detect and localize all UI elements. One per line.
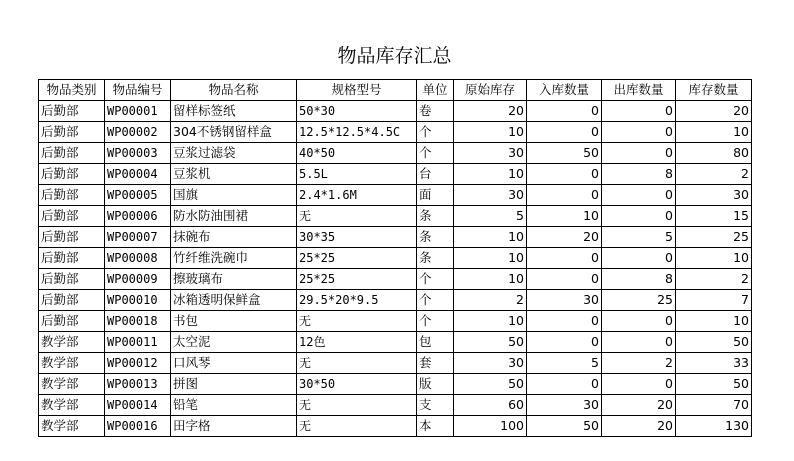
category-cell[interactable]: 后勤部 (39, 311, 105, 332)
stock-in-cell[interactable]: 0 (527, 374, 602, 395)
item-id-cell[interactable]: WP00011 (105, 332, 171, 353)
stock-out-cell[interactable]: 0 (602, 101, 676, 122)
spec-cell[interactable]: 40*50 (297, 143, 417, 164)
item-id-cell[interactable]: WP00014 (105, 395, 171, 416)
stock-qty-cell[interactable]: 30 (676, 185, 752, 206)
item-id-cell[interactable]: WP00001 (105, 101, 171, 122)
table-row (39, 185, 752, 206)
spec-cell[interactable]: 30*50 (297, 374, 417, 395)
unit-cell[interactable]: 台 (417, 164, 454, 185)
category-cell[interactable]: 后勤部 (39, 248, 105, 269)
category-cell[interactable]: 后勤部 (39, 143, 105, 164)
stock-qty-cell[interactable]: 70 (676, 395, 752, 416)
stock-in-cell[interactable]: 0 (527, 332, 602, 353)
stock-qty-cell[interactable]: 10 (676, 122, 752, 143)
table-row (39, 374, 752, 395)
stock-qty-cell[interactable]: 2 (676, 269, 752, 290)
stock-out-cell[interactable]: 0 (602, 374, 676, 395)
unit-cell[interactable]: 个 (417, 269, 454, 290)
item-name-cell[interactable]: 国旗 (171, 185, 297, 206)
item-name-cell[interactable]: 拼图 (171, 374, 297, 395)
stock-out-cell[interactable]: 8 (602, 269, 676, 290)
item-id-cell[interactable]: WP00007 (105, 227, 171, 248)
table-row (39, 101, 752, 122)
stock-qty-cell[interactable]: 33 (676, 353, 752, 374)
column-header-stock-in[interactable]: 入库数量 (527, 80, 602, 101)
column-header-item-id[interactable]: 物品编号 (105, 80, 171, 101)
item-name-cell[interactable]: 田字格 (171, 416, 297, 437)
spec-cell[interactable]: 无 (297, 395, 417, 416)
spec-cell[interactable]: 25*25 (297, 248, 417, 269)
item-name-cell[interactable]: 太空泥 (171, 332, 297, 353)
item-id-cell[interactable]: WP00008 (105, 248, 171, 269)
stock-out-cell[interactable]: 2 (602, 353, 676, 374)
stock-qty-cell[interactable]: 10 (676, 311, 752, 332)
category-cell[interactable]: 后勤部 (39, 206, 105, 227)
item-name-cell[interactable]: 豆浆机 (171, 164, 297, 185)
stock-out-cell[interactable]: 5 (602, 227, 676, 248)
stock-qty-cell[interactable]: 25 (676, 227, 752, 248)
unit-cell[interactable]: 个 (417, 143, 454, 164)
table-row (39, 353, 752, 374)
table-row (39, 395, 752, 416)
table-row (39, 332, 752, 353)
initial-stock-cell[interactable]: 60 (454, 395, 527, 416)
column-header-spec[interactable]: 规格型号 (297, 80, 417, 101)
item-id-cell[interactable]: WP00006 (105, 206, 171, 227)
item-name-cell[interactable]: 擦玻璃布 (171, 269, 297, 290)
unit-cell[interactable]: 条 (417, 248, 454, 269)
stock-out-cell[interactable]: 0 (602, 248, 676, 269)
item-name-cell[interactable]: 豆浆过滤袋 (171, 143, 297, 164)
stock-qty-cell[interactable]: 50 (676, 374, 752, 395)
stock-in-cell[interactable]: 5 (527, 353, 602, 374)
stock-out-cell[interactable]: 0 (602, 185, 676, 206)
table-row (39, 227, 752, 248)
initial-stock-cell[interactable]: 100 (454, 416, 527, 437)
stock-qty-cell[interactable]: 80 (676, 143, 752, 164)
item-name-cell[interactable]: 留样标签纸 (171, 101, 297, 122)
column-header-initial-stock[interactable]: 原始库存 (454, 80, 527, 101)
unit-cell[interactable]: 版 (417, 374, 454, 395)
stock-out-cell[interactable]: 8 (602, 164, 676, 185)
category-cell[interactable]: 教学部 (39, 416, 105, 437)
spec-cell[interactable]: 无 (297, 206, 417, 227)
item-id-cell[interactable]: WP00016 (105, 416, 171, 437)
spec-cell[interactable]: 29.5*20*9.5 (297, 290, 417, 311)
category-cell[interactable]: 后勤部 (39, 122, 105, 143)
category-cell[interactable]: 教学部 (39, 395, 105, 416)
table-row (39, 122, 752, 143)
unit-cell[interactable]: 本 (417, 416, 454, 437)
stock-out-cell[interactable]: 0 (602, 122, 676, 143)
stock-qty-cell[interactable]: 130 (676, 416, 752, 437)
table-row (39, 206, 752, 227)
inventory-table (38, 79, 752, 437)
stock-in-cell[interactable]: 0 (527, 311, 602, 332)
item-id-cell[interactable]: WP00002 (105, 122, 171, 143)
stock-out-cell[interactable]: 0 (602, 143, 676, 164)
stock-in-cell[interactable]: 0 (527, 269, 602, 290)
stock-out-cell[interactable]: 20 (602, 395, 676, 416)
stock-qty-cell[interactable]: 10 (676, 248, 752, 269)
table-row (39, 248, 752, 269)
stock-out-cell[interactable]: 0 (602, 206, 676, 227)
spec-cell[interactable]: 25*25 (297, 269, 417, 290)
table-row (39, 164, 752, 185)
stock-in-cell[interactable]: 0 (527, 101, 602, 122)
initial-stock-cell[interactable]: 10 (454, 248, 527, 269)
initial-stock-cell[interactable]: 30 (454, 353, 527, 374)
item-name-cell[interactable]: 304不锈钢留样盒 (171, 122, 297, 143)
item-id-cell[interactable]: WP00003 (105, 143, 171, 164)
stock-in-cell[interactable]: 0 (527, 122, 602, 143)
unit-cell[interactable]: 条 (417, 227, 454, 248)
item-name-cell[interactable]: 竹纤维洗碗巾 (171, 248, 297, 269)
initial-stock-cell[interactable]: 10 (454, 269, 527, 290)
item-id-cell[interactable]: WP00018 (105, 311, 171, 332)
stock-in-cell[interactable]: 0 (527, 248, 602, 269)
stock-out-cell[interactable]: 0 (602, 332, 676, 353)
item-name-cell[interactable]: 抹碗布 (171, 227, 297, 248)
column-header-category[interactable]: 物品类别 (39, 80, 105, 101)
stock-qty-cell[interactable]: 20 (676, 101, 752, 122)
column-header-stock-out[interactable]: 出库数量 (602, 80, 676, 101)
stock-in-cell[interactable]: 30 (527, 290, 602, 311)
stock-out-cell[interactable]: 0 (602, 311, 676, 332)
column-header-unit[interactable]: 单位 (417, 80, 454, 101)
stock-qty-cell[interactable]: 7 (676, 290, 752, 311)
sheet-title: 物品库存汇总 (337, 45, 452, 67)
category-cell[interactable]: 教学部 (39, 332, 105, 353)
initial-stock-cell[interactable]: 10 (454, 227, 527, 248)
stock-in-cell[interactable]: 0 (527, 164, 602, 185)
initial-stock-cell[interactable]: 30 (454, 185, 527, 206)
item-name-cell[interactable]: 口风琴 (171, 353, 297, 374)
initial-stock-cell[interactable]: 10 (454, 164, 527, 185)
category-cell[interactable]: 后勤部 (39, 185, 105, 206)
category-cell[interactable]: 教学部 (39, 353, 105, 374)
unit-cell[interactable]: 卷 (417, 101, 454, 122)
spec-cell[interactable]: 无 (297, 353, 417, 374)
spec-cell[interactable]: 12.5*12.5*4.5C (297, 122, 417, 143)
column-header-item-name[interactable]: 物品名称 (171, 80, 297, 101)
spec-cell[interactable]: 30*35 (297, 227, 417, 248)
item-id-cell[interactable]: WP00010 (105, 290, 171, 311)
initial-stock-cell[interactable]: 10 (454, 122, 527, 143)
unit-cell[interactable]: 个 (417, 122, 454, 143)
table-row (39, 416, 752, 437)
initial-stock-cell[interactable]: 50 (454, 374, 527, 395)
column-header-stock-qty[interactable]: 库存数量 (676, 80, 752, 101)
stock-out-cell[interactable]: 20 (602, 416, 676, 437)
stock-qty-cell[interactable]: 15 (676, 206, 752, 227)
stock-qty-cell[interactable]: 50 (676, 332, 752, 353)
initial-stock-cell[interactable]: 10 (454, 311, 527, 332)
stock-in-cell[interactable]: 10 (527, 206, 602, 227)
initial-stock-cell[interactable]: 50 (454, 332, 527, 353)
category-cell[interactable]: 后勤部 (39, 101, 105, 122)
category-cell[interactable]: 后勤部 (39, 290, 105, 311)
spec-cell[interactable]: 无 (297, 416, 417, 437)
table-body (39, 101, 752, 437)
unit-cell[interactable]: 包 (417, 332, 454, 353)
item-id-cell[interactable]: WP00009 (105, 269, 171, 290)
unit-cell[interactable]: 面 (417, 185, 454, 206)
unit-cell[interactable]: 个 (417, 290, 454, 311)
initial-stock-cell[interactable]: 5 (454, 206, 527, 227)
stock-in-cell[interactable]: 50 (527, 416, 602, 437)
spec-cell[interactable]: 12色 (297, 332, 417, 353)
unit-cell[interactable]: 支 (417, 395, 454, 416)
table-row (39, 311, 752, 332)
stock-in-cell[interactable]: 20 (527, 227, 602, 248)
unit-cell[interactable]: 套 (417, 353, 454, 374)
category-cell[interactable]: 后勤部 (39, 164, 105, 185)
table-row (39, 290, 752, 311)
item-name-cell[interactable]: 冰箱透明保鲜盒 (171, 290, 297, 311)
unit-cell[interactable]: 条 (417, 206, 454, 227)
stock-in-cell[interactable]: 50 (527, 143, 602, 164)
item-id-cell[interactable]: WP00005 (105, 185, 171, 206)
stock-qty-cell[interactable]: 2 (676, 164, 752, 185)
unit-cell[interactable]: 个 (417, 311, 454, 332)
category-cell[interactable]: 后勤部 (39, 269, 105, 290)
header-row (39, 80, 752, 101)
item-name-cell[interactable]: 防水防油围裙 (171, 206, 297, 227)
item-name-cell[interactable]: 书包 (171, 311, 297, 332)
table-row (39, 269, 752, 290)
stock-out-cell[interactable]: 25 (602, 290, 676, 311)
stock-in-cell[interactable]: 0 (527, 185, 602, 206)
category-cell[interactable]: 后勤部 (39, 227, 105, 248)
spec-cell[interactable]: 50*30 (297, 101, 417, 122)
table-row (39, 143, 752, 164)
spec-cell[interactable]: 2.4*1.6M (297, 185, 417, 206)
item-name-cell[interactable]: 铅笔 (171, 395, 297, 416)
initial-stock-cell[interactable]: 20 (454, 101, 527, 122)
spec-cell[interactable]: 5.5L (297, 164, 417, 185)
item-id-cell[interactable]: WP00012 (105, 353, 171, 374)
category-cell[interactable]: 教学部 (39, 374, 105, 395)
item-id-cell[interactable]: WP00013 (105, 374, 171, 395)
initial-stock-cell[interactable]: 2 (454, 290, 527, 311)
initial-stock-cell[interactable]: 30 (454, 143, 527, 164)
item-id-cell[interactable]: WP00004 (105, 164, 171, 185)
stock-in-cell[interactable]: 30 (527, 395, 602, 416)
spec-cell[interactable]: 无 (297, 311, 417, 332)
